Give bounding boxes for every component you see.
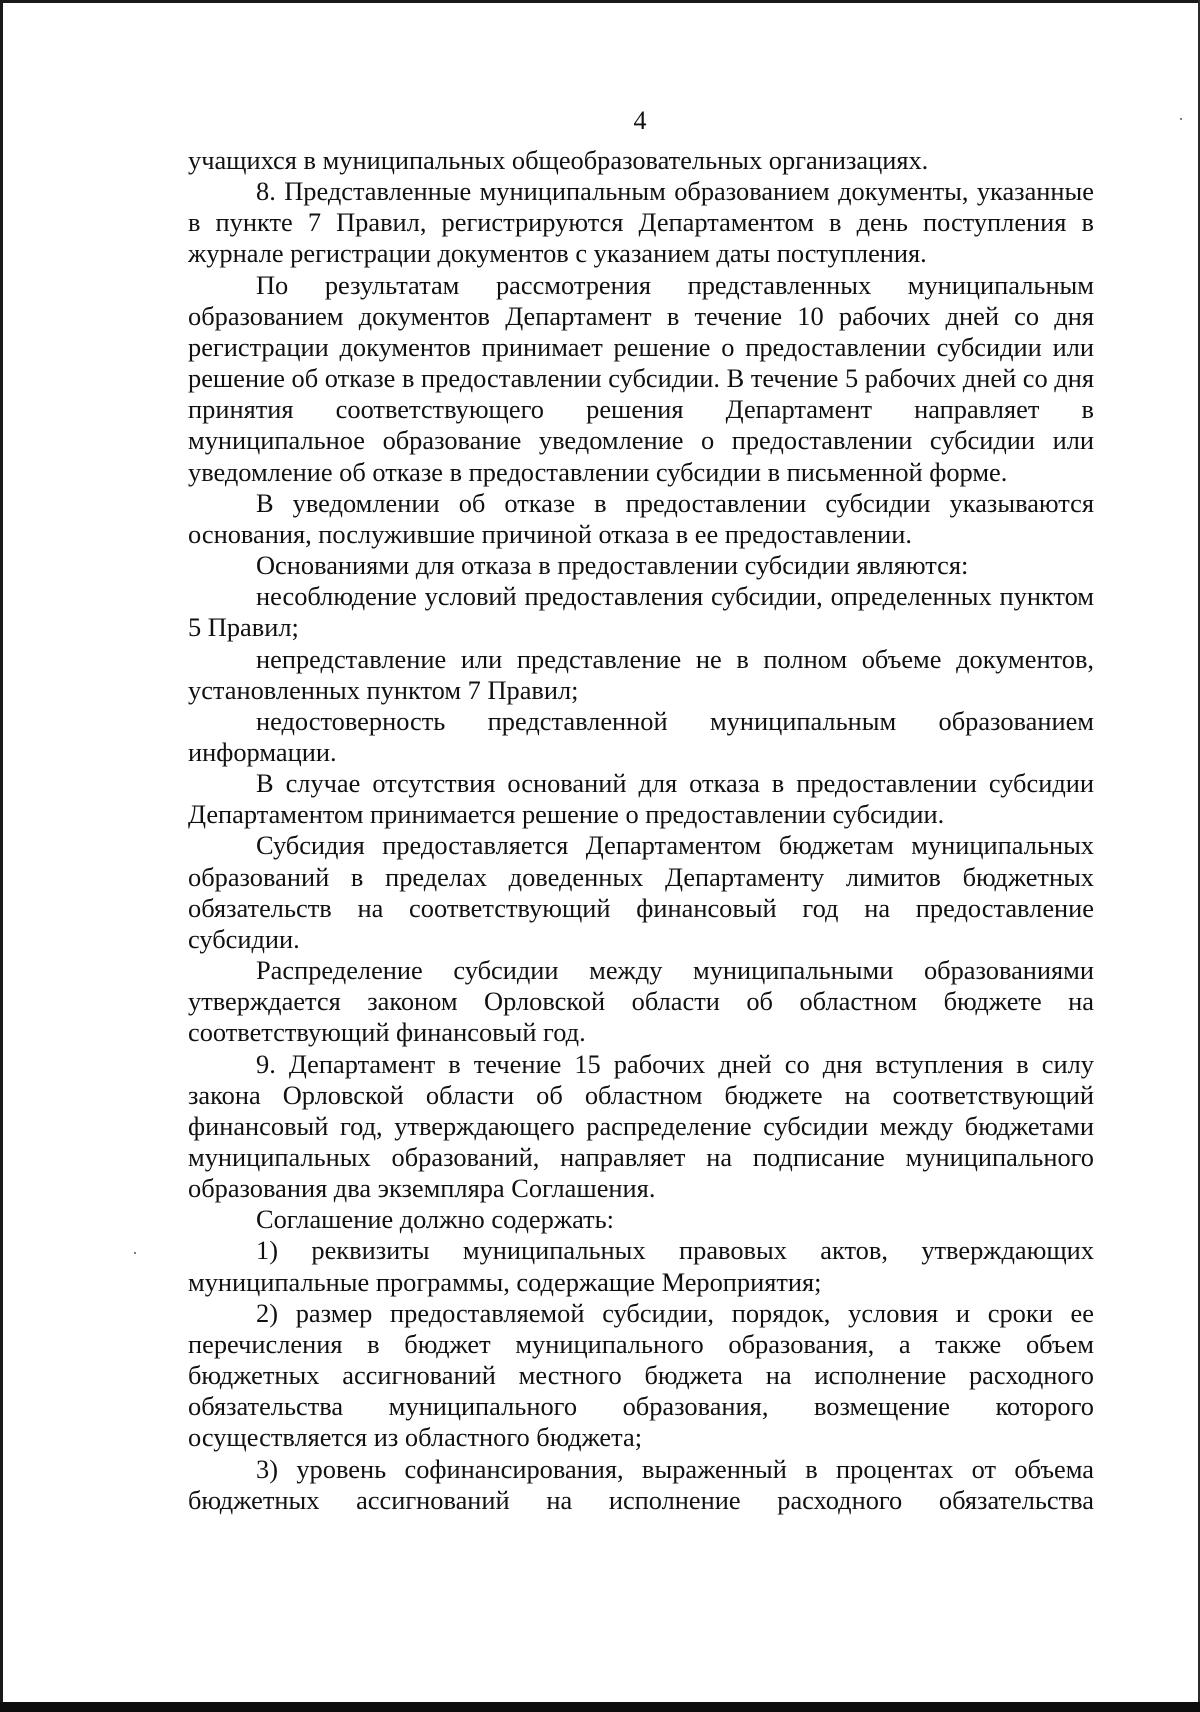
document-body xyxy=(188,145,1094,1516)
paragraph-item-9: 9. Департамент в течение 15 рабочих дней со дня вступления в силу закона Орловской области об областном бюджете на соответствующий финансовый год, утверждающего распределение субсидии между бюджетами муниципальных образований, направляет на подписание муниципального образования два экземпляра Соглашения. xyxy=(188,1048,1094,1204)
paragraph-continuation: учащихся в муниципальных общеобразовательных организациях. xyxy=(188,145,929,175)
paragraph-agreement-clause-1: 1) реквизиты муниципальных правовых актов, утверждающих муниципальные программы, содержащие Мероприятия; xyxy=(188,1235,1094,1297)
paragraph-item-8: 8. Представленные муниципальным образованием документы, указанные в пункте 7 Правил, регистрируются Департаментом в день поступления в журнале регистрации документов с указанием даты поступления. xyxy=(188,176,1094,269)
scan-edge-bottom xyxy=(0,1702,1200,1712)
paragraph-agreement-contents-intro: Соглашение должно содержать: xyxy=(256,1204,614,1235)
paragraph-ground-unreliability: недостоверность представленной муниципальным образованием информации. xyxy=(188,705,1094,767)
paragraph-subsidy-distribution: Распределение субсидии между муниципальными образованиями утверждается законом Орловской области об областном бюджете на соответствующий финансовый год. xyxy=(188,955,1094,1048)
paragraph-subsidy-provision: Субсидия предоставляется Департаментом бюджетам муниципальных образований в пределах доведенных Департаменту лимитов бюджетных обязательств на соответствующий финансовый год на предоставление субсидии. xyxy=(188,830,1094,954)
paragraph-refusal-grounds-intro: Основаниями для отказа в предоставлении субсидии являются: xyxy=(256,550,969,581)
page-number: 4 xyxy=(633,106,647,135)
scan-edge-left xyxy=(0,0,3,1712)
paragraph-refusal-notice: В уведомлении об отказе в предоставлении субсидии указываются основания, послужившие причиной отказа в ее предоставлении. xyxy=(188,487,1094,549)
paragraph-grant-decision: В случае отсутствия оснований для отказа в предоставлении субсидии Департаментом принимается решение о предоставлении субсидии. xyxy=(188,768,1094,830)
paragraph-agreement-clause-3: 3) уровень софинансирования, выраженный в процентах от объема бюджетных ассигнований на исполнение расходного обязательства xyxy=(188,1453,1094,1515)
paragraph-ground-nonobservance: несоблюдение условий предоставления субсидии, определенных пунктом 5 Правил; xyxy=(188,581,1094,643)
scan-speck xyxy=(134,1252,136,1254)
paragraph-review-results: По результатам рассмотрения представленных муниципальным образованием документов Департамент в течение 10 рабочих дней со дня регистрации документов принимает решение о предоставлении субсидии или решение об отказе в предоставлении субсидии. В течение 5 рабочих дней со дня принятия соответствующего решения Департамент направляет в муниципальное образование уведомление о предоставлении субсидии или уведомление об отказе в предоставлении субсидии в письменной форме. xyxy=(188,269,1094,487)
paragraph-ground-nonsubmission: непредставление или представление не в полном объеме документов, установленных пунктом 7 Правил; xyxy=(188,643,1094,705)
paragraph-agreement-clause-2: 2) размер предоставляемой субсидии, порядок, условия и сроки ее перечисления в бюджет муниципального образования, а также объем бюджетных ассигнований местного бюджета на исполнение расходного обязательства муниципального образования, возмещение которого осуществляется из областного бюджета; xyxy=(188,1297,1094,1453)
scan-edge-top xyxy=(0,0,1200,3)
